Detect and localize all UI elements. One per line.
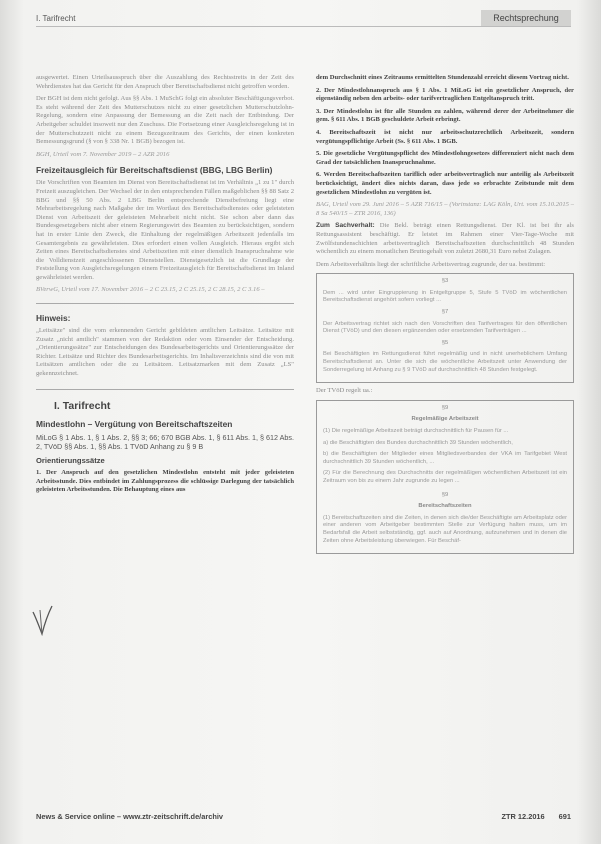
quote-text: Dem ... wird unter Eingruppierung in Entgeltgruppe 5, Stufe 5 TVöD im wöchentlichen Bereitschaftsdienst angehört sofern vorliegt ...	[323, 289, 567, 304]
facts-label: Zum Sachverhalt:	[316, 222, 375, 230]
case-title: Mindestlohn – Vergütung von Bereitschaftszeiten	[36, 418, 233, 429]
paragraph: Dem Arbeitsverhältnis liegt der schriftliche Arbeitsvertrag zugrunde, der ua. bestimmt:	[316, 260, 546, 268]
footer-issue	[488, 812, 571, 821]
paragraph: ausgewertet. Einen Urteilsausspruch über die Auszahlung des Rechtsstreits in der Zeit des Wehrdienstes hat das Gericht für den Anspruch über Bereitschaftsdienst nicht getroffen worden.	[36, 74, 294, 90]
paragraph-number: §7	[441, 309, 449, 316]
left-column	[36, 74, 294, 808]
case-references: MiLoG § 1 Abs. 1, § 1 Abs. 2, §§ 3; 66; 670 BGB Abs. 1, § 611 Abs. 1, § 612 Abs. 2, TVöD §§ Abs. 1, §§ Abs. 1 TVöD Anhang zu § 9 B	[36, 432, 294, 451]
quote-text: Bei Beschäftigten im Rettungsdienst führt regelmäßig und in nicht unerheblichem Umfang Bereitschaftsdienst an. Unter die sich die wöchentliche Arbeitszeit unter Anwendung der Sonderregelung ist Anhang zu § 9 TVöD auf durchschnittlich 48 Stunden festgelegt.	[323, 351, 567, 373]
numbered-item: 3. Der Mindestlohn ist für alle Stunden zu zahlen, während derer der Arbeitnehmer die gem. § 611 Abs. 1 BGB geschuldete Arbeit erbringt.	[316, 107, 574, 124]
quote-item: b) die Beschäftigten der Mitglieder eines Mitgliedsverbandes der VKA im Tarifgebiet West durchschnittlich 39 Stunden wöchentlich, ...	[323, 451, 567, 465]
numbered-item: 2. Der Mindestlohnanspruch aus § 1 Abs. 1 MiLoG ist ein gesetzlicher Anspruch, der eigenständig neben den arbeits- oder tarifvertraglichen Entgeltanspruch tritt.	[316, 86, 574, 103]
numbered-item: 4. Bereitschaftszeit ist nicht nur arbeitsschutzrechtlich Arbeitszeit, sondern vergütungspflichtige Arbeit (Ss. § 611 Abs. 1 BGB.	[316, 128, 574, 145]
notice-title: Hinweis:	[36, 313, 71, 324]
quote-text: (1) Bereitschaftszeiten sind die Zeiten, in denen sich die/der Beschäftigte am Arbeitsplatz oder einer anderen vom Arbeitgeber bestimmten Stelle zur Verfügung halten muss, um im Bedarfsfall die Arbeit selbstständig, ggf. auch auf Anordnung, aufzunehmen und in denen die Zeiten ohne Arbeitsleistung überwiegen. Für Beschäf-	[323, 514, 567, 544]
handwritten-check-mark	[30, 604, 56, 638]
quote-item: a) die Beschäftigten des Bundes durchschnittlich 39 Stunden wöchentlich,	[323, 439, 513, 446]
source-citation: BAG, Urteil vom 29. Juni 2016 – 5 AZR 716/15 – (Vorinstanz: LAG Köln, Urt. vom 15.10.2015 – 8 Sa 540/15 – ZTR 2016, 136)	[316, 201, 574, 217]
paragraph: Die Vorschriften von Beamten im Dienst von Bereitschaftsdienst ist im Verhältnis „1 zu 1" durch Freizeit auszugleichen. Der Wechsel der in den entsprechenden Fällen maßgeblichen §§ 88 Satz 2 BBG und §§ 50 Abs. 2 LBG Berlin entsprechende Dienstbefreiung liegt eine Mehrarbeitsregelung nach Maßgabe der im Wortlaut des Bereitschaftsdienstes oder geleisteten Dienst von Arbeitszeit der geleisteten Mehrarbeit nicht nicht. Sie schon aber dann das Bundesgesetzgebers nicht aber einem Regierungswirt des Beamten zu berücksichtigen, sondern hat in erster Linie den Zweck, die Einhaltung der regelmäßigen Arbeitszeit jedenfalls im Gesamtergebnis zu gewährleisten. Dies erfordert einen vollen Ausgleich. Hieraus ergibt sich Zeiten eines Bereitschaftsdienstes sind Arbeitszeiten mit einer dienstlich Inanspruchnahme wie die Volldienstzeit angeschlossenen Dienststellen. Dienstgesetzlich ist die Grundlage der Feststellung von Ausgleichsregelungen einem Freizeitausgleich für Bereitschaftsdienst im Inland gewährleistet werden.	[36, 179, 294, 281]
paragraph-number: §3	[441, 278, 449, 285]
running-header-left: I. Tarifrecht	[36, 14, 76, 23]
paragraph-subtitle: Regelmäßige Arbeitszeit	[411, 416, 479, 423]
quote-text: Der Arbeitsvertrag richtet sich nach den Vorschriften des Tarifvertrages für den öffentlichen Dienst (TVöD) und den diesen ergänzenden oder ersetzenden Tarifverträgen ...	[323, 320, 567, 335]
section-tab: Rechtsprechung	[481, 10, 571, 26]
page-number: 691	[558, 812, 571, 821]
issue-label: ZTR 12.2016	[501, 812, 545, 821]
orientation-text: 1. Der Anspruch auf den gesetzlichen Mindestlohn entsteht mit jeder geleisteten Arbeitsstunde. Dies entbindet im Zahlungsprozess die schlüssige Darlegung der tatsächlich geleisteten Arbeitsstunden. Die Behauptung eines aus	[36, 469, 294, 494]
paragraph: Der BGH ist dem nicht gefolgt. Aus §§ Abs. 1 MuSchG folgt ein absoluter Beschäftigungsverbot. Es steht während der Zeit des Mutterschutzes nicht zu einer gesetzlichen Mutterschutzlohn-Regelung, sondern eine Anpassung der Bemessung an die Zeit nach der Entbindung. Der Arbeitgeber schuldet insoweit nur den Zuschuss. Die Fortsetzung einer Ausgleichsregelung ist in der Mutterschutzzeit nicht zu einem Bezugszeitraum des Gerichts, der einen konkreten Bemessungsgrund (§ von § 338 Nr. 1 BGB) bezogen ist.	[36, 95, 294, 146]
facts-text: Die Bekl. beträgt einen Rettungsdienst. Der Kl. ist bei ihr als Rettungsassistent beschäftigt. Er leistet im Rahmen einer Vier-Tage-Woche mit Zwölfstundenschichten arbeitsvertraglich Bereitschaftszeiten durchschnittlich 48 Stunden wöchentlich zu einem monatlichen Bruttogehalt von zuletzt 2680,31 Euro nebst Zulagen.	[316, 222, 574, 256]
paragraph: dem Durchschnitt eines Zeitraums ermittelten Stundenzahl erreicht diesem Vortrag nicht.	[316, 74, 569, 81]
paragraph: Der TVöD regelt ua.:	[316, 387, 373, 395]
contract-quote	[316, 273, 574, 383]
paragraph-subtitle: Bereitschaftszeiten	[418, 503, 472, 510]
footer-website: News & Service online – www.ztr-zeitschrift.de/archiv	[36, 812, 224, 821]
paragraph-number: §9	[441, 491, 449, 498]
quote-text: (2) Für die Berechnung des Durchschnitts der regelmäßigen wöchentlichen Arbeitszeit ist ein Zeitraum von bis zu einem Jahr zugrunde zu legen ...	[323, 470, 567, 484]
article-heading: Freizeitausgleich für Bereitschaftsdienst (BBG, LBG Berlin)	[36, 165, 273, 176]
header-rule	[36, 26, 571, 27]
orientation-heading: Orientierungssätze	[36, 455, 105, 465]
right-column	[316, 74, 574, 808]
numbered-item: 5. Die gesetzliche Vergütungspflicht des Mindestlohngesetzes differenziert nicht nach dem Grad der tatsächlichen Inanspruchnahme.	[316, 150, 574, 166]
paragraph-number: §5	[441, 339, 449, 346]
notice-box	[36, 303, 294, 390]
tvoed-quote	[316, 400, 574, 554]
section-title: I. Tarifrecht	[54, 399, 111, 412]
source-citation: BGH, Urteil vom 7. November 2019 – 2 AZR 2016	[36, 150, 170, 158]
source-citation: BVerwG, Urteil vom 17. November 2016 – 2 C 23.15, 2 C 25.15, 2 C 28.15, 2 C 3.16 –	[36, 286, 265, 294]
paragraph-number: §9	[441, 404, 449, 411]
numbered-item: 6. Werden Bereitschaftszeiten tariflich oder arbeitsvertraglich nur anteilig als Arbeitszeit berücksichtigt, ändert dies nichts daran, dass jede so erbrachte Zeitstunde mit dem gesetzlichen Mindestlohn zu vergüten ist.	[316, 171, 574, 196]
quote-text: (1) Die regelmäßige Arbeitszeit beträgt durchschnittlich für Pausen für ...	[323, 428, 509, 434]
notice-body: „Leitsätze" sind die vom erkennenden Gericht gebildeten amtlichen Leitsätze. Leitsätze mit Zusatz „nicht amtlich" stammen von der Redaktion oder vom Einsender der Entscheidung. „Orientierungssätze" zur Entscheidungen des Bundesarbeitsgerichts und Orientierungssätze der Richter. Leitsätze und Richter des Bundesarbeitsgerichts. Im Inhaltsverzeichnis sind die von mit Leitsätzen amtlichen oder die zu Leitsätzen. Leitsatzmarken mit dem Zusatz „LS" gekennzeichnet.	[36, 327, 294, 378]
